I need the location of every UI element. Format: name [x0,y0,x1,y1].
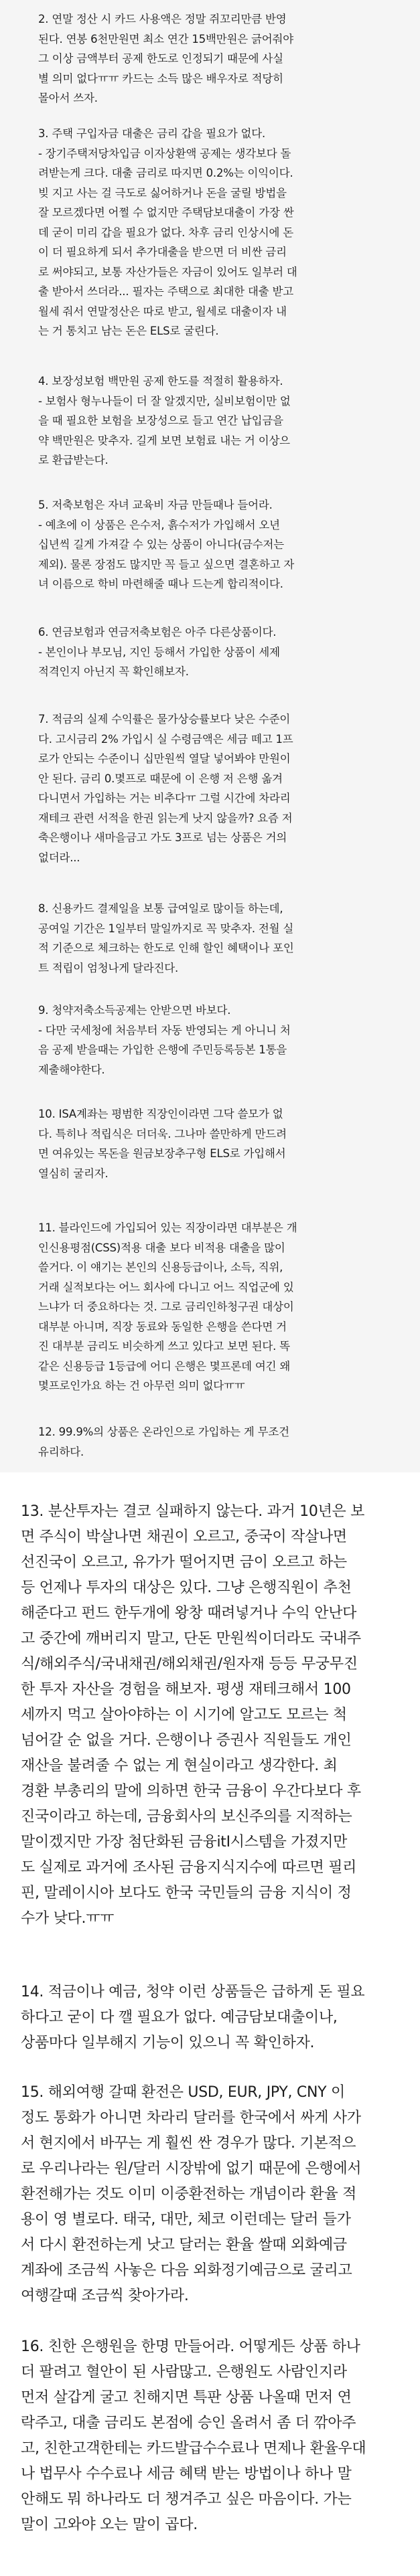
tip-6-text: 6. 연금보험과 연금저축보험은 아주 다른상품이다. - 본인이나 부모님, 지인 등해서 가입한 상품이 세제 적격인지 아닌지 꼭 확인해보자. [38,626,280,678]
tip-15-text: 15. 해외여행 갈때 환전은 USD, EUR, JPY, CNY 이 정도 통화가 아니면 차라리 달러를 한국에서 싸게 사가 서 현지에서 바꾸는 게 훨씬 싼 경우가 많다. 기본적으 로 우리나라는 원/달러 시장밖에 없기 때문에 은행에서 환전해가는 것도 이미 이중환전하는 개념이라 환율 적 용이 영 별로다. 태국, 대만, 체코 이런데는 달러 들가 서 다시 환전하는게 낫고 달러는 환율 쌀때 외화예금 계좌에 조금씩 사놓은 다음 외화정기예금으로 굴리고 여행갈때 조금씩 찾아가라. [21,2084,362,2304]
tip-9-text: 9. 청약저축소득공제는 안받으면 바보다. - 다만 국세청에 처음부터 자동 반영되는 게 아니니 처 음 공제 받을때는 가입한 은행에 주민등록등본 1통을 제출해야한다. [38,1004,291,1076]
tip-14-text: 14. 적금이나 예금, 청약 이런 상품들은 급하게 돈 필요 하다고 굳이 다 깰 필요가 없다. 예금담보대출이나, 상품마다 일부해지 기능이 있으니 꼭 확인하자. [21,1984,365,2051]
tip-13-text: 13. 분산투자는 결코 실패하지 않는다. 과거 10년은 보 면 주식이 박살나면 채권이 오르고, 중국이 작살나면 선진국이 오르고, 유가가 떨어지면 금이 오르고 하는 등 언제나 투자의 대상은 있다. 그냥 은행직원이 추천 해준다고 펀드 한두개에 왕창 때려넣거나 수익 안난다 고 중간에 깨버리지 말고, 단돈 만원씩이더라도 국내주 식/해외주식/국내채권/해외채권/원자재 등등 무궁무진 한 투자 자산을 경험을 해보자. 평생 재테크해서 100 세까지 먹고 살아야하는 이 시기에 알고도 모르는 척 넘어갈 순 없을 거다. 은행이나 증권사 직원들도 개인 재산을 불려줄 수 없는 게 현실이라고 생각한다. 최 경환 부총리의 말에 의하면 한국 금융이 우간다보다 후 진국이라고 하는데, 금융회사의 보신주의를 지적하는 말이겠지만 가장 첨단화된 금융itI시스템을 가졌지만 도 실제로 과거에 조사된 금융지식지수에 따르면 필리 핀, 말레이시아 보다도 한국 국민들의 금융 지식이 정 수가 낮다.ㅠㅠ [21,1503,365,1927]
tip-16-text: 16. 친한 은행원을 한명 만들어라. 어떻게든 상품 하나 더 팔려고 혈안이 된 사람많고. 은행원도 사람인지라 먼저 살갑게 굴고 친해지면 특판 상품 나올때 먼저 연 락주고, 대출 금리도 본점에 승인 올려서 좀 더 깎아주 고, 친한고객한테는 카드발급수수료나 면제나 환율우대 나 법무사 수수료나 세금 혜택 받는 방법이나 하나 말 안해도 뭐 하나라도 더 챙겨주고 싶은 마음이다. 가는 말이 고와야 오는 말이 곱다. [21,2338,366,2533]
tip-2-text: 2. 연말 정산 시 카드 사용액은 정말 쥐꼬리만큼 반영 된다. 연봉 6천만원면 최소 연간 15백만원은 긁어줘야 그 이상 금액부터 공제 한도로 인정되기 때문에 사실 별 의미 없다ㅠㅠ 카드는 소득 많은 배우자로 적당히 몰아서 쓰자. [38,13,293,104]
tip-3-text: 3. 주택 구입자금 대출은 금리 갑을 필요가 없다. - 장기주택저당차입금 이자상환액 공제는 생각보다 돌 려받는게 크다. 대출 금리로 따지면 0.2%는 이익이다. 빚 지고 사는 걸 극도로 싫어하거나 돈을 굴릴 방법을 잘 모르겠다면 어쩔 수 없지만 주택담보대출이 가장 싼 데 굳이 미리 갑을 필요가 없다. 차후 금리 인상시에 돈 이 더 필요하게 되서 추가대출을 받으면 더 비싼 금리 로 써야되고, 보통 자산가들은 자금이 있어도 일부러 대 출 받아서 쓰더라... 필자는 주택으로 최대한 대출 받고 월세 줘서 연말정산은 따로 받고, 월세로 대출이자 내 는 거 통치고 남는 돈은 ELS로 굴린다. [38,127,297,337]
tips-card-lower [0,1472,420,2576]
tip-8-text: 8. 신용카드 결제일을 보통 급여일로 많이들 하는데, 공여일 기간은 1일부터 말일까지로 꼭 맞추자. 전월 실 적 기준으로 체크하는 한도로 인해 할인 혜택이나 포인 트 적립이 엄청나게 달라진다. [38,902,294,974]
tip-7-text: 7. 적금의 실제 수익률은 물가상승률보다 낮은 수준이 다. 고시금리 2% 가입시 실 수령금액은 세금 떼고 1프 로가 안되는 수준이니 십만원씩 열달 넣어봐야 만원이 안 된다. 금리 0.몇프로 때문에 이 은행 저 은행 옮겨 다니면서 가입하는 거는 비추다ㅠ 그럴 시간에 차라리 재테크 관련 서적을 한권 읽는게 낫지 않을까? 요즘 저 축은행이나 새마을금고 가도 3프로 넘는 상품은 거의 없더라... [38,713,293,864]
tip-5-text: 5. 저축보험은 자녀 교육비 자금 만들때나 들어라. - 예초에 이 상품은 은수저, 흙수저가 가입해서 오년 십년씩 길게 가져갈 수 있는 상품이 아니다(금수저는 제외). 물론 장점도 많지만 꼭 들고 싶으면 결혼하고 자 녀 이름으로 학비 마련해줄 때나 드는게 합리적이다. [38,499,295,590]
tip-11-text: 11. 블라인드에 가입되어 있는 직장이라면 대부분은 개 인신용평점(CSS)적용 대출 보다 비적용 대출을 많이 쓸거다. 이 얘기는 본인의 신용등급이나, 소득, 직위, 거래 실적보다는 어느 회사에 다니고 어느 직업군에 있 느냐가 더 중요하다는 것. 그로 금리인하청구권 대상이 대부분 아니며, 직장 동료와 동일한 은행을 쓴다면 거 진 대부분 금리도 비슷하게 쓰고 있다고 보면 된다. 똑 같은 신용등급 1등급에 어디 은행은 몇프론데 여긴 왜 몇프로인가요 하는 건 아무런 의미 없다ㅠㅠ [38,1221,297,1392]
tip-10-text: 10. ISA계좌는 평범한 직장인이라면 그닥 쓸모가 없 다. 특히나 적립식은 더더욱. 그나마 쓸만하게 만드려 면 여유있는 목돈을 원금보장추구형 ELS로 가입해서 열심히 굴리자. [38,1108,287,1180]
tip-4-text: 4. 보장성보험 백만원 공제 한도를 적절히 활용하자. - 보험사 형누나들이 더 잘 알겠지만, 실비보험이만 없 을 때 필요한 보험을 보장성으로 들고 연간 납입금을 약 백만원은 맞추자. 길게 보면 보험료 내는 거 이상으 로 환급받는다. [38,375,291,466]
tip-12-text: 12. 99.9%의 상품은 온라인으로 가입하는 게 무조건 유리하다. [38,1426,289,1458]
